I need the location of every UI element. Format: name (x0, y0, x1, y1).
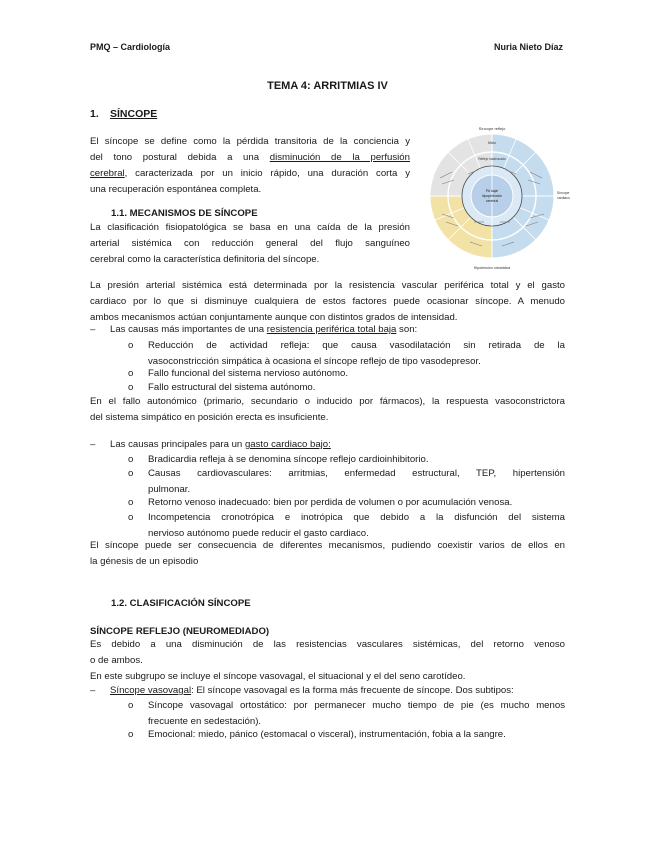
text-line: arterial sistémica con reducción general del flujo sanguíneo (90, 238, 410, 249)
text-line: Reducción de actividad refleja: que causa vasodilatación sin retirada de la (148, 340, 565, 351)
dash-mark: – (90, 685, 96, 696)
text-line: Emocional: miedo, pánico (estomacal o visceral), instrumentación, fobia a la sangre. (148, 729, 506, 740)
bullet-mark: o (128, 382, 134, 393)
intro-paragraph (90, 134, 410, 198)
text-span: Las causas principales para un (110, 439, 245, 450)
text-line: Bradicardia refleja à se denomina síncope reflejo cardioinhibitorio. (148, 454, 429, 465)
text-line: vasoconstricción simpática à ocasiona el síncope reflejo de tipo vasodepresor. (148, 356, 481, 367)
bullet-item (128, 495, 565, 511)
text-span: : El síncope vasovagal es la forma más frecuente de síncope. Dos subtipos: (191, 685, 514, 696)
mecanismos-coexistir-paragraph (90, 538, 565, 570)
bullet-mark: o (128, 512, 134, 523)
text-line: Causas cardiovasculares: arritmias, enfermedad estructural, TEP, hipertensión (148, 468, 565, 479)
text-line: La presión arterial sistémica está determinada por la resistencia vascular periférica total y el gasto (90, 280, 565, 291)
text-line: una recuperación espontánea completa. (90, 184, 262, 195)
dash-item-vasovagal (90, 683, 514, 699)
bullet-item (128, 466, 565, 498)
text-line: Fallo funcional del sistema nervioso autónomo. (148, 368, 348, 379)
text-line: La clasificación fisiopatológica se basa en una caída de la presión (90, 222, 410, 233)
section-title: SÍNCOPE (110, 108, 158, 120)
text-line: cerebral como la característica definitoria del síncope. (90, 254, 320, 265)
header-course: PMQ – Cardiología (90, 42, 171, 52)
text-line: Fallo estructural del sistema autónomo. (148, 382, 316, 393)
text-line (90, 150, 410, 166)
text-line: ambos mecanismos actúan conjuntamente aunque con distintos grados de intensidad. (90, 312, 458, 323)
bullet-item (128, 727, 565, 743)
dash-item-gasto (90, 437, 331, 453)
syncope-classification-figure (418, 122, 570, 274)
reflejo-heading: SÍNCOPE REFLEJO (NEUROMEDIADO) (90, 626, 270, 637)
figure-label-top: Síncope reflejo (478, 126, 506, 131)
section-number: 1. (90, 108, 99, 120)
dash-mark: – (90, 439, 96, 450)
text-span-underlined: gasto cardiaco bajo: (244, 439, 331, 450)
reflejo-paragraph (90, 637, 565, 685)
dash-item-resistencia (90, 322, 417, 338)
text-line: o de ambos. (90, 655, 143, 666)
text-span-underlined: disminución de la perfusión (269, 152, 410, 163)
text-line: El síncope puede ser consecuencia de diferentes mecanismos, pudiendo coexistir varios de ellos en (90, 540, 565, 551)
bullet-mark: o (128, 340, 134, 351)
text-line: cardiaco por lo que si disminuye cualquiera de estos factores puede ocasionar síncope. A menudo (90, 296, 565, 307)
text-line: Retorno venoso inadecuado: bien por perdida de volumen o por acumulación venosa. (148, 497, 513, 508)
figure-center-line3: cerebral (485, 199, 499, 203)
bullet-mark: o (128, 729, 134, 740)
text-line: El síncope se define como la pérdida transitoria de la conciencia y (90, 136, 410, 147)
text-line: Incompetencia cronotrópica e inotrópica que debido a la disfunción del sistema (148, 512, 565, 523)
figure-center-line2: hipoperfusión (481, 194, 503, 198)
figure-label-cardiac-1: Síncope (557, 191, 570, 195)
text-line: pulmonar. (148, 484, 191, 495)
text-line: la génesis de un episodio (90, 556, 199, 567)
text-line: Es debido a una disminución de las resistencias vasculares sistémicas, del retorno venoso (90, 639, 565, 650)
text-span: Las causas más importantes de una (110, 324, 267, 335)
text-line: En este subgrupo se incluye el síncope vasovagal, el situacional y el del seno carotídeo. (90, 671, 466, 682)
subheading-clasificacion: 1.2. CLASIFICACIÓN SÍNCOPE (111, 598, 251, 609)
text-line: En el fallo autonómico (primario, secundario o inducido por fármacos), la respuesta vasoconstrictora (90, 396, 565, 407)
text-span-underlined: cerebral (90, 168, 125, 179)
bullet-item (128, 698, 565, 730)
figure-label-bottom: Hipotensión ortostática (473, 266, 511, 270)
mecanismos-paragraph (90, 220, 410, 268)
bullet-mark: o (128, 468, 134, 479)
presion-paragraph (90, 278, 565, 326)
text-line: del sistema simpático en posición erecta es insuficiente. (90, 412, 329, 423)
dash-mark: – (90, 324, 96, 335)
text-span: son: (396, 324, 418, 335)
text-span-underlined: resistencia periférica total baja (266, 324, 397, 335)
page-title: TEMA 4: ARRITMIAS IV (267, 80, 388, 92)
text-line (90, 166, 410, 182)
bullet-mark: o (128, 454, 134, 465)
figure-label-cardiac-2: cardiaco (557, 196, 570, 200)
text-line: Síncope vasovagal ortostático: por permanecer mucho tiempo de pie (es mucho menos (148, 700, 565, 711)
bullet-mark: o (128, 700, 134, 711)
text-line: frecuente en sedestación). (148, 716, 262, 727)
bullet-mark: o (128, 368, 134, 379)
bullet-mark: o (128, 497, 134, 508)
text-span: , caracterizada por un inicio rápido, una duración corta y (124, 168, 410, 179)
text-line: nervioso autónomo puede reducir el gasto cardiaco. (148, 528, 369, 539)
figure-label-mixto: Mixto (487, 141, 497, 145)
text-span: del tono postural debida a una (90, 152, 270, 163)
text-span-underlined: Síncope vasovagal (110, 685, 192, 696)
figure-label-reflejo: Reflejo inadecuado (478, 157, 506, 161)
subheading-mecanismos: 1.1. MECANISMOS DE SÍNCOPE (111, 208, 258, 219)
figure-center-line1: PA baja/ (485, 189, 499, 193)
header-author: Nuria Nieto Díaz (493, 42, 563, 52)
section-heading-sincope (90, 108, 157, 120)
fallo-paragraph (90, 394, 565, 426)
